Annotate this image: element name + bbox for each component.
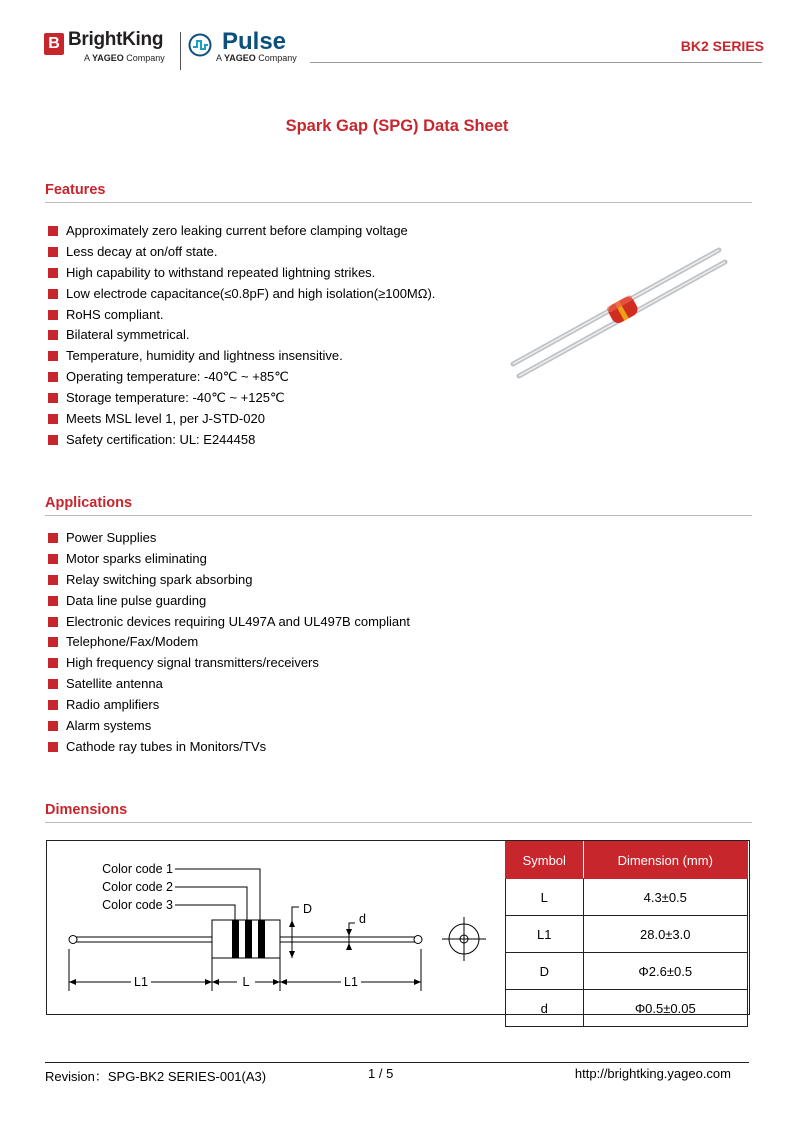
page-title: Spark Gap (SPG) Data Sheet (285, 117, 509, 135)
list-item (48, 388, 435, 409)
revision-text: Revision：SPG-BK2 SERIES-001(A3) (45, 1069, 267, 1084)
color-code-2-label: Color code 2 (102, 880, 173, 894)
list-item-text: Satellite antenna (66, 676, 163, 692)
list-item-text: Electronic devices requiring UL497A and UL497B compliant (66, 613, 410, 629)
list-item-text: Data line pulse guarding (66, 592, 207, 608)
bullet-square-icon (48, 393, 58, 403)
list-item-text: High frequency signal transmitters/receivers (66, 655, 319, 671)
D-label: D (303, 902, 313, 916)
list-item (48, 284, 435, 305)
list-item (48, 716, 410, 737)
cell-symbol: D (506, 953, 584, 990)
cell-value: Φ0.5±0.05 (583, 990, 747, 1027)
list-item (48, 591, 410, 612)
bullet-square-icon (48, 554, 58, 564)
list-item-text: Motor sparks eliminating (66, 550, 207, 566)
list-item-text: High capability to withstand repeated lightning strikes. (66, 264, 376, 280)
list-item-text: Safety certification: UL: E244458 (66, 431, 256, 447)
color-code-1-label: Color code 1 (102, 862, 173, 876)
cell-symbol: L (506, 879, 584, 916)
cell-value: Φ2.6±0.5 (583, 953, 747, 990)
bullet-square-icon (48, 575, 58, 585)
color-code-3-label: Color code 3 (102, 898, 173, 912)
table-row (506, 879, 748, 916)
bullet-square-icon (48, 247, 58, 257)
pulse-logo-text: Pulse (222, 28, 287, 55)
table-row (506, 953, 748, 990)
list-item-text: Radio amplifiers (66, 697, 160, 713)
bullet-square-icon (48, 637, 58, 647)
list-item (48, 674, 410, 695)
list-item-text: Meets MSL level 1, per J-STD-020 (66, 411, 265, 427)
dimension-drawing (47, 841, 503, 1013)
color-band-3 (258, 920, 265, 958)
L-label: L (242, 975, 250, 989)
bullet-square-icon (48, 596, 58, 606)
applications-list (48, 528, 410, 758)
brightking-logo-text: BrightKing (68, 29, 164, 50)
table-header-symbol: Symbol (506, 842, 584, 879)
list-item (48, 221, 435, 242)
cell-value: 28.0±3.0 (583, 916, 747, 953)
list-item-text: Bilateral symmetrical. (66, 327, 190, 343)
table-row (506, 990, 748, 1027)
bullet-square-icon (48, 330, 58, 340)
footer-rule (45, 1062, 749, 1063)
list-item (48, 570, 410, 591)
list-item-text: Storage temperature: -40℃ ~ +125℃ (66, 390, 285, 406)
list-item-text: Relay switching spark absorbing (66, 571, 253, 587)
list-item-text: Cathode ray tubes in Monitors/TVs (66, 738, 267, 754)
list-item-text: Power Supplies (66, 530, 157, 545)
features-rule (45, 202, 752, 203)
list-item (48, 653, 410, 674)
list-item-text: Less decay at on/off state. (66, 243, 218, 259)
bullet-square-icon (48, 226, 58, 236)
series-label: BK2 SERIES (680, 38, 764, 54)
bullet-square-icon (48, 372, 58, 382)
bullet-square-icon (48, 289, 58, 299)
list-item (48, 632, 410, 653)
list-item (48, 612, 410, 633)
list-item (48, 305, 435, 326)
bullet-square-icon (48, 700, 58, 710)
product-image (505, 240, 735, 385)
website-link[interactable]: http://brightking.yageo.com (574, 1066, 731, 1081)
list-item-text: Alarm systems (66, 718, 152, 734)
bullet-square-icon (48, 679, 58, 689)
list-item-text: Approximately zero leaking current before clamping voltage (66, 223, 408, 238)
bullet-square-icon (48, 658, 58, 668)
bullet-square-icon (48, 414, 58, 424)
list-item-text: Telephone/Fax/Modem (66, 634, 199, 650)
bullet-square-icon (48, 533, 58, 543)
bullet-square-icon (48, 268, 58, 278)
list-item (48, 528, 410, 549)
bullet-square-icon (48, 310, 58, 320)
dimensions-rule (45, 822, 752, 823)
list-item-text: Operating temperature: -40℃ ~ +85℃ (66, 369, 289, 385)
end-view-symbol (442, 917, 486, 961)
bullet-square-icon (48, 742, 58, 752)
list-item (48, 409, 435, 430)
bullet-square-icon (48, 435, 58, 445)
bullet-square-icon (48, 351, 58, 361)
applications-heading: Applications (45, 495, 133, 511)
cell-symbol: L1 (506, 916, 584, 953)
dimensions-table (505, 841, 748, 1027)
list-item (48, 346, 435, 367)
pulse-tagline: A YAGEO Company (216, 53, 297, 63)
features-list (48, 221, 435, 451)
color-band-2 (245, 920, 252, 958)
bullet-square-icon (48, 617, 58, 627)
brightking-tagline: A YAGEO Company (84, 53, 165, 63)
brightking-logo-icon: B (44, 33, 64, 55)
cell-value: 4.3±0.5 (583, 879, 747, 916)
table-header-dimension: Dimension (mm) (583, 842, 747, 879)
list-item-text: Temperature, humidity and lightness insensitive. (66, 348, 343, 364)
page-number: 1 / 5 (368, 1066, 394, 1081)
table-row (506, 916, 748, 953)
list-item (48, 695, 410, 716)
list-item-text: RoHS compliant. (66, 306, 164, 322)
logo-divider (180, 32, 181, 70)
list-item (48, 263, 435, 284)
cell-symbol: d (506, 990, 584, 1027)
d-label: d (359, 912, 366, 926)
L1-right-label: L1 (344, 975, 358, 989)
list-item (48, 737, 410, 758)
list-item (48, 242, 435, 263)
features-heading: Features (45, 182, 106, 198)
list-item (48, 549, 410, 570)
list-item (48, 430, 435, 451)
bullet-square-icon (48, 721, 58, 731)
header-rule (310, 62, 762, 63)
applications-rule (45, 515, 752, 516)
pulse-logo-icon (188, 33, 212, 57)
list-item (48, 325, 435, 346)
L1-left-label: L1 (134, 975, 148, 989)
list-item-text: Low electrode capacitance(≤0.8pF) and high isolation(≥100MΩ). (66, 285, 436, 301)
dimensions-heading: Dimensions (45, 802, 128, 818)
list-item (48, 367, 435, 388)
color-band-1 (232, 920, 239, 958)
